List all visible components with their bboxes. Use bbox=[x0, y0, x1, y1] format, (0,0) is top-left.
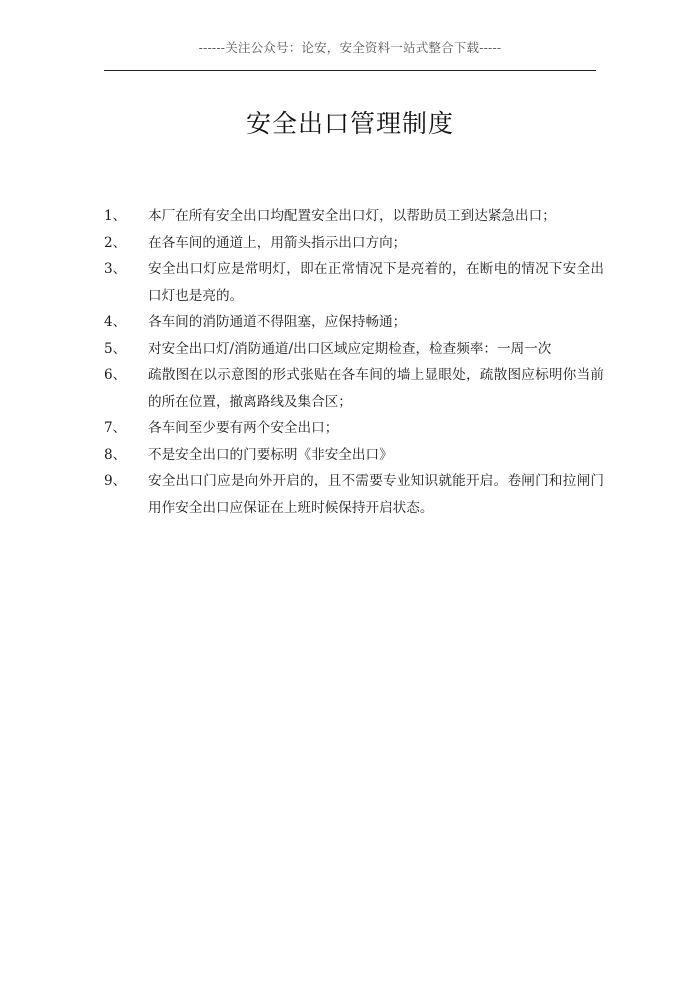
rule-item bbox=[104, 442, 604, 469]
rule-text: 各车间的消防通道不得阻塞，应保持畅通； bbox=[148, 314, 407, 330]
rule-number: 4、 bbox=[104, 314, 127, 330]
rule-item bbox=[104, 203, 604, 230]
rule-item bbox=[104, 256, 604, 309]
rule-number: 7、 bbox=[104, 420, 127, 436]
rule-text: 对安全出口灯/消防通道/出口区域应定期检查，检查频率：一周一次 bbox=[148, 340, 552, 357]
rule-item bbox=[104, 362, 604, 415]
document-title: 安全出口管理制度 bbox=[245, 109, 454, 138]
page-header-text: ------关注公众号：论安，安全资料一站式整合下载----- bbox=[198, 40, 502, 55]
rule-item bbox=[104, 468, 604, 521]
rule-item bbox=[104, 309, 604, 336]
rule-number: 8、 bbox=[104, 446, 127, 463]
rule-number: 9、 bbox=[104, 473, 127, 489]
rule-number: 2、 bbox=[104, 234, 127, 251]
rule-text: 不是安全出口的门要标明《非安全出口》 bbox=[148, 446, 393, 463]
rule-number: 1、 bbox=[104, 208, 127, 224]
rule-text: 各车间至少要有两个安全出口； bbox=[148, 420, 339, 436]
header-divider bbox=[104, 70, 596, 71]
rule-text: 安全出口灯应是常明灯，即在正常情况下是亮着的，在断电的情况下安全出口灯也是亮的。 bbox=[148, 261, 604, 304]
rule-number: 3、 bbox=[104, 261, 127, 277]
rule-item bbox=[104, 415, 604, 442]
rule-number: 6、 bbox=[104, 367, 127, 383]
rule-number: 5、 bbox=[104, 340, 127, 357]
rules-list bbox=[104, 203, 604, 521]
rule-item bbox=[104, 230, 604, 257]
rule-item bbox=[104, 336, 604, 363]
rule-text: 疏散图在以示意图的形式张贴在各车间的墙上显眼处，疏散图应标明你当前的所在位置，撤离路线及集合区； bbox=[148, 367, 604, 410]
rule-text: 安全出口门应是向外开启的，且不需要专业知识就能开启。卷闸门和拉闸门用作安全出口应保证在上班时候保持开启状态。 bbox=[148, 473, 604, 516]
rule-text: 本厂在所有安全出口均配置安全出口灯，以帮助员工到达紧急出口； bbox=[148, 208, 556, 224]
rule-text: 在各车间的通道上，用箭头指示出口方向； bbox=[148, 234, 407, 251]
